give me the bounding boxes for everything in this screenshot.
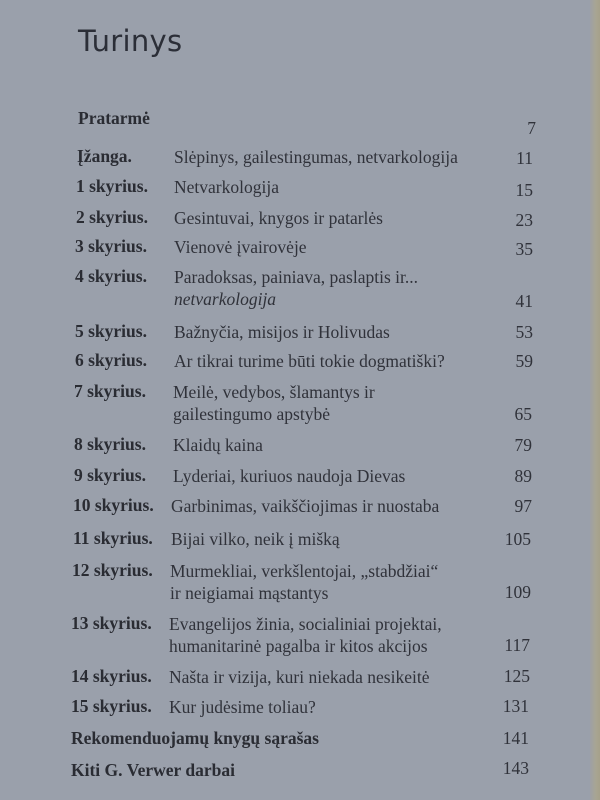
entry-label: 13 skyrius. — [71, 613, 152, 633]
entry-page: 79 — [514, 435, 532, 455]
entry-label: 9 skyrius. — [74, 465, 146, 485]
entry-label: 15 skyrius. — [71, 696, 152, 716]
entry-title-line: humanitarinė pagalba ir kitos akcijos — [169, 636, 428, 656]
entry-page: 65 — [514, 404, 532, 424]
page-title: Turinys — [78, 24, 183, 58]
entry-title — [174, 350, 445, 372]
entry-title-line: gailestingumo apstybė — [173, 404, 330, 424]
entry-page: 109 — [504, 582, 531, 602]
entry-page: 23 — [515, 210, 533, 230]
entry-title — [169, 666, 429, 688]
entry-label: 14 skyrius. — [71, 666, 152, 686]
entry-title — [171, 528, 340, 550]
entry-page: 97 — [514, 496, 532, 516]
entry-label: 4 skyrius. — [75, 266, 147, 286]
entry-title-line: Kur judėsime toliau? — [169, 697, 316, 717]
entry-title — [169, 696, 316, 718]
entry-title — [174, 266, 418, 310]
entry-label: 11 skyrius. — [73, 528, 153, 548]
entry-label: 7 skyrius. — [74, 381, 146, 401]
entry-title — [171, 495, 439, 517]
entry-page: 141 — [502, 728, 529, 748]
entry-title — [174, 321, 390, 343]
entry-page: 131 — [502, 696, 529, 716]
entry-page: 143 — [502, 758, 529, 778]
entry-label: Pratarmė — [78, 108, 150, 128]
entry-page: 53 — [515, 322, 533, 342]
entry-title-line: Slėpinys, gailestingumas, netvarkologija — [174, 147, 458, 167]
entry-label: 3 skyrius. — [75, 236, 147, 256]
entry-title-line: Garbinimas, vaikščiojimas ir nuostaba — [171, 496, 440, 516]
entry-title-line: ir neigiamai mąstantys — [170, 583, 329, 603]
entry-label: Kiti G. Verwer darbai — [71, 760, 235, 780]
entry-page: 105 — [504, 529, 531, 549]
entry-title-line: Ar tikrai turime būti tokie dogmatiški? — [174, 351, 445, 371]
page-edge — [590, 0, 600, 800]
entry-title — [169, 613, 442, 657]
entry-title-line: Bažnyčia, misijos ir Holivudas — [174, 322, 390, 342]
entry-page: 35 — [515, 239, 533, 259]
entry-page: 59 — [515, 351, 533, 371]
entry-page: 7 — [527, 118, 536, 138]
entry-label: Įžanga. — [77, 146, 132, 166]
entry-page: 41 — [515, 291, 533, 311]
entry-label: Rekomenduojamų knygų sąrašas — [71, 728, 319, 748]
entry-label: 5 skyrius. — [75, 321, 147, 341]
entry-page: 117 — [504, 635, 530, 655]
entry-title-line: Klaidų kaina — [173, 435, 263, 455]
entry-title-line: Bijai vilko, neik į mišką — [171, 529, 340, 549]
entry-label: 12 skyrius. — [72, 560, 153, 580]
entry-page: 89 — [514, 466, 532, 486]
entry-label: 6 skyrius. — [75, 350, 147, 370]
entry-title — [170, 560, 438, 604]
entry-title — [174, 236, 307, 258]
entry-title — [174, 207, 383, 229]
entry-title-line: Našta ir vizija, kuri niekada nesikeitė — [169, 667, 430, 687]
entry-label: 10 skyrius. — [73, 495, 154, 515]
entry-title-line: Lyderiai, kuriuos naudoja Dievas — [173, 466, 406, 486]
entry-label: 2 skyrius. — [76, 207, 148, 227]
entry-title-line: Vienovė įvairovėje — [174, 237, 307, 257]
entry-title-line: Netvarkologija — [174, 177, 279, 197]
entry-title-line: Murmekliai, verkšlentojai, „stabdžiai“ — [170, 561, 439, 581]
entry-title — [173, 434, 263, 456]
entry-title — [173, 381, 375, 425]
entry-label: 1 skyrius. — [76, 176, 148, 196]
entry-title-line: Paradoksas, painiava, paslaptis ir... — [174, 267, 418, 287]
entry-title — [174, 146, 458, 168]
entry-page: 15 — [515, 180, 533, 200]
entry-title-line-italic: netvarkologija — [174, 289, 277, 309]
entry-page: 11 — [516, 148, 533, 168]
entry-title — [173, 465, 405, 487]
entry-title-line: Gesintuvai, knygos ir patarlės — [174, 208, 383, 228]
entry-title-line: Meilė, vedybos, šlamantys ir — [173, 382, 375, 402]
entry-title — [174, 176, 279, 198]
entry-title-line: Evangelijos žinia, socialiniai projektai, — [169, 614, 442, 634]
entry-page: 125 — [503, 666, 530, 686]
entry-label: 8 skyrius. — [74, 434, 146, 454]
